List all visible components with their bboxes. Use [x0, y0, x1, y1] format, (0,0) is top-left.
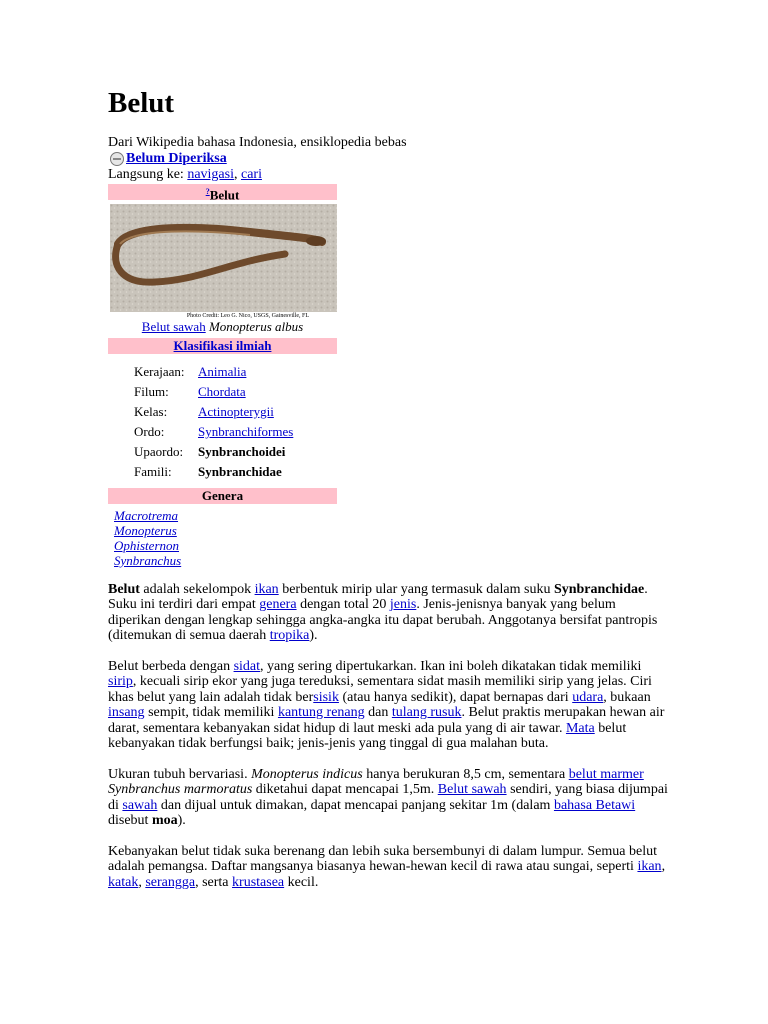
text: dan: [364, 705, 392, 721]
bold-term: Belut: [108, 581, 140, 597]
link-tropika[interactable]: tropika: [269, 628, 310, 644]
link-genera[interactable]: genera: [259, 597, 297, 613]
text: , kecuali sirip ekor yang juga tereduksi, sementara sidat masih memiliki sirip yang jelas. Ciri khas belut yang lain adalah tidak ber: [108, 674, 652, 705]
genus-link[interactable]: Synbranchus: [114, 552, 182, 568]
taxonomy-row: [134, 402, 337, 422]
taxobox: [108, 184, 337, 568]
taxonomy-value: Synbranchoidei: [198, 443, 286, 459]
genus-link[interactable]: Ophisternon: [114, 537, 179, 553]
link-ikan[interactable]: ikan: [637, 859, 662, 875]
text: ).: [177, 813, 186, 829]
species-name: Monopterus indicus: [251, 766, 363, 782]
taxonomy-row: [134, 382, 337, 402]
taxonomy-row: [134, 362, 337, 382]
text: disebut: [108, 813, 152, 829]
article-page: [108, 86, 668, 905]
infobox-help-link[interactable]: ?: [205, 186, 210, 196]
link-mata[interactable]: Mata: [565, 720, 595, 736]
link-belut-sawah[interactable]: Belut sawah: [437, 782, 507, 798]
link-sawah[interactable]: sawah: [122, 797, 158, 813]
text: Belut berbeda dengan: [108, 658, 234, 674]
caption-link[interactable]: Belut sawah: [141, 318, 206, 334]
link-kantung-renang[interactable]: kantung renang: [277, 705, 365, 721]
photo-credit: Photo Credit: Leo G. Nico, USGS, Gainesville, FL: [186, 312, 309, 319]
tagline: Dari Wikipedia bahasa Indonesia, ensiklopedia bebas: [108, 134, 407, 150]
text: . Suku ini terdiri dari empat: [108, 581, 648, 613]
classification-header: [108, 338, 337, 354]
taxonomy-rank: Kerajaan:: [134, 363, 185, 379]
paragraph-intro: [108, 582, 668, 644]
text: , serta: [195, 874, 233, 890]
species-name: Synbranchus marmoratus: [108, 782, 253, 798]
link-krustasea[interactable]: krustasea: [232, 874, 285, 890]
text: . Belut praktis merupakan hewan air darat, sementara kebanyakan sidat hidup di laut meski ada pula yang di air tawar.: [108, 705, 665, 736]
review-status: [108, 151, 668, 167]
bold-term: Synbranchidae: [553, 581, 645, 597]
text: berbentuk mirip ular yang termasuk dalam suku: [278, 581, 554, 597]
jump-to: [108, 167, 668, 183]
link-sirip[interactable]: sirip: [108, 674, 133, 690]
taxonomy-row: [134, 442, 337, 462]
link-insang[interactable]: insang: [108, 705, 145, 721]
genus-link[interactable]: Monopterus: [114, 522, 177, 538]
taxonomy-value-link[interactable]: Chordata: [198, 383, 246, 399]
text: ,: [661, 859, 666, 875]
page-title: Belut: [108, 87, 175, 119]
genera-header: Genera: [108, 488, 337, 504]
taxonomy-value-link[interactable]: Synbranchiformes: [198, 423, 294, 439]
eel-photo-image: [110, 204, 337, 312]
taxonomy-row: [134, 462, 337, 482]
link-bahasa-betawi[interactable]: bahasa Betawi: [553, 797, 636, 813]
text: , bukaan: [603, 689, 651, 705]
taxonomy-row: [134, 422, 337, 442]
jump-to-label: Langsung ke:: [108, 166, 188, 182]
text: adalah sekelompok: [139, 581, 255, 597]
caption-species: Monopterus albus: [208, 318, 304, 334]
text: (atau hanya sedikit), dapat bernapas dari: [338, 689, 573, 705]
unreviewed-icon: [110, 152, 124, 166]
taxonomy-rank: Famili:: [134, 463, 172, 479]
text: Ukuran tubuh bervariasi.: [108, 766, 252, 782]
link-tulang-rusuk[interactable]: tulang rusuk: [391, 705, 462, 721]
text: ,: [138, 874, 146, 890]
article-body: [108, 582, 668, 891]
taxonomy-table: [134, 362, 337, 482]
taxonomy-rank: Kelas:: [134, 403, 168, 419]
taxonomy-rank: Ordo:: [134, 423, 165, 439]
classification-link[interactable]: Klasifikasi ilmiah: [173, 337, 272, 353]
text: Kebanyakan belut tidak suka berenang dan lebih suka bersembunyi di dalam lumpur. Semua belut adalah pemangsa. Daftar mangsanya biasanya hewan-hewan kecil di rawa atau sungai, seperti: [108, 843, 657, 875]
link-udara[interactable]: udara: [572, 689, 604, 705]
text: , yang sering dipertukarkan. Ikan ini boleh dikatakan tidak memiliki: [260, 658, 642, 674]
link-sidat[interactable]: sidat: [233, 658, 261, 674]
paragraph-size: [108, 767, 668, 829]
taxonomy-rank: Upaordo:: [134, 443, 184, 459]
text: . Jenis-jenisnya banyak yang belum diperikan dengan lengkap sehingga angka-angka itu dapat berubah. Anggotanya bersifat pantropis (ditemukan di semua daerah: [108, 597, 658, 644]
text: sendiri, yang biasa dijumpai di: [108, 782, 668, 813]
text: dengan total 20: [296, 597, 390, 613]
text: sempit, tidak memiliki: [144, 705, 278, 721]
link-katak[interactable]: katak: [108, 874, 139, 890]
taxonomy-value: Synbranchidae: [198, 463, 282, 479]
infobox-title: [108, 184, 337, 203]
text: dan dijual untuk dimakan, dapat mencapai panjang sekitar 1m (dalam: [157, 797, 554, 813]
taxonomy-value-link[interactable]: Actinopterygii: [198, 403, 274, 419]
genera-list: [114, 508, 337, 568]
photo-caption: [108, 320, 337, 334]
text: diketahui dapat mencapai 1,5m.: [252, 782, 438, 798]
taxonomy-value-link[interactable]: Animalia: [198, 363, 247, 379]
taxonomy-rank: Filum:: [134, 383, 169, 399]
link-serangga[interactable]: serangga: [145, 874, 196, 890]
review-status-link[interactable]: Belum Diperiksa: [126, 150, 227, 166]
jump-search-link[interactable]: cari: [240, 166, 262, 182]
eel-photo[interactable]: [110, 204, 337, 312]
infobox-title-text: Belut: [209, 187, 240, 203]
bold-term: moa: [151, 813, 178, 829]
paragraph-comparison: [108, 659, 668, 752]
link-sisik[interactable]: sisik: [313, 689, 339, 705]
text: hanya berukuran 8,5 cm, sementara: [362, 766, 569, 782]
paragraph-behavior: [108, 844, 668, 891]
link-ikan[interactable]: ikan: [254, 581, 279, 597]
link-belut-marmer[interactable]: belut marmer: [568, 766, 644, 782]
jump-navigation-link[interactable]: navigasi: [187, 166, 234, 182]
genus-link[interactable]: Macrotrema: [114, 507, 179, 523]
text: ).: [309, 628, 318, 644]
jump-separator: ,: [233, 166, 241, 182]
text: belut kebanyakan tidak berfungsi baik; jenis-jenis yang tinggal di gua malahan buta.: [108, 720, 627, 752]
text: kecil.: [284, 874, 319, 890]
link-jenis[interactable]: jenis: [389, 597, 417, 613]
